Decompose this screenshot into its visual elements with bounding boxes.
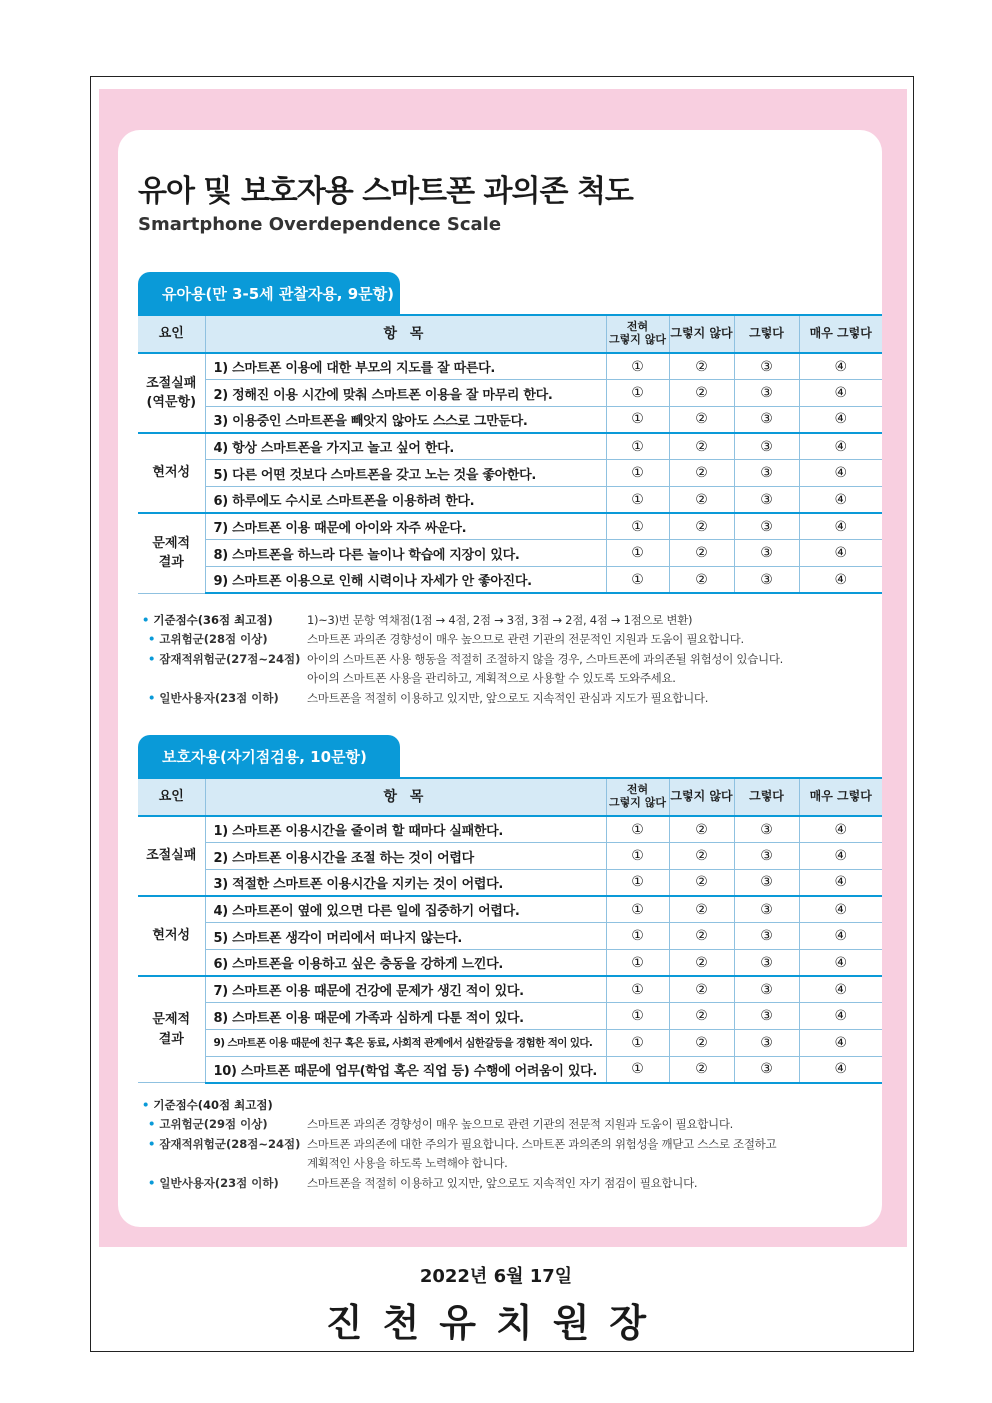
table-row <box>138 353 882 380</box>
bullet-icon: • <box>148 651 156 666</box>
option-3-cell[interactable]: ③ <box>734 460 799 487</box>
table-row <box>138 949 882 976</box>
header-item: 항 목 <box>205 778 606 816</box>
table-row <box>138 486 882 513</box>
header-option-2: 그렇지 않다 <box>669 315 734 353</box>
note-label-text: 잠재적위험군(27점~24점) <box>159 651 301 666</box>
option-1-cell[interactable]: ① <box>606 513 669 540</box>
option-1-cell[interactable]: ① <box>606 869 669 896</box>
option-2-cell[interactable]: ② <box>669 923 734 950</box>
note-text: 계획적인 사용을 하도록 노력해야 합니다. <box>307 1156 508 1171</box>
table-row <box>138 1030 882 1057</box>
child-scale-table <box>138 314 882 594</box>
option-1-cell[interactable]: ① <box>606 1003 669 1030</box>
header-item: 항 목 <box>205 315 606 353</box>
table-row <box>138 460 882 487</box>
option-2-cell[interactable]: ② <box>669 486 734 513</box>
factor-cell: 현저성 <box>138 433 205 513</box>
option-1-cell[interactable]: ① <box>606 406 669 433</box>
scale-card <box>118 130 882 1227</box>
factor-cell: 조절실패 (역문항) <box>138 353 205 433</box>
header-option-2: 그렇지 않다 <box>669 778 734 816</box>
note-label <box>142 612 307 628</box>
section-tab-child: 유아용(만 3-5세 관찰자용, 9문항) <box>138 272 400 314</box>
option-3-cell[interactable]: ③ <box>734 540 799 567</box>
table-row <box>138 380 882 407</box>
option-2-cell[interactable]: ② <box>669 380 734 407</box>
item-cell: 7) 스마트폰 이용 때문에 아이와 자주 싸운다. <box>205 513 606 540</box>
item-cell: 6) 스마트폰을 이용하고 싶은 충동을 강하게 느낀다. <box>205 949 606 976</box>
bullet-icon: • <box>148 1175 156 1190</box>
option-3-cell[interactable]: ③ <box>734 976 799 1003</box>
option-2-cell[interactable]: ② <box>669 869 734 896</box>
factor-cell: 현저성 <box>138 896 205 976</box>
note-label-text: 일반사용자(23점 이하) <box>159 1175 279 1190</box>
section-tab-guardian: 보호자용(자기점검용, 10문항) <box>138 735 400 777</box>
option-4-cell[interactable]: ④ <box>799 486 882 513</box>
option-1-cell[interactable]: ① <box>606 896 669 923</box>
table-row <box>138 567 882 594</box>
option-1-cell[interactable]: ① <box>606 486 669 513</box>
guardian-scale-table <box>138 777 882 1084</box>
header-factor: 요인 <box>138 315 205 353</box>
item-cell: 5) 다른 어떤 것보다 스마트폰을 갖고 노는 것을 좋아한다. <box>205 460 606 487</box>
option-1-cell[interactable]: ① <box>606 923 669 950</box>
note-label <box>142 1136 307 1152</box>
bullet-icon: • <box>148 632 156 647</box>
note-row <box>142 1134 776 1154</box>
item-cell: 1) 스마트폰 이용시간을 줄이려 할 때마다 실패한다. <box>205 816 606 843</box>
option-3-cell[interactable]: ③ <box>734 380 799 407</box>
factor-cell: 문제적 결과 <box>138 976 205 1083</box>
table-header-row <box>138 315 882 353</box>
option-3-cell[interactable]: ③ <box>734 1030 799 1057</box>
note-row <box>142 688 783 708</box>
note-label <box>142 690 307 706</box>
table-row <box>138 923 882 950</box>
note-row <box>142 1173 776 1193</box>
option-4-cell[interactable]: ④ <box>799 1003 882 1030</box>
note-row <box>142 610 783 630</box>
option-4-cell[interactable]: ④ <box>799 513 882 540</box>
item-cell: 8) 스마트폰을 하느라 다른 놀이나 학습에 지장이 있다. <box>205 540 606 567</box>
option-1-cell[interactable]: ① <box>606 949 669 976</box>
note-label <box>142 631 307 647</box>
option-2-cell[interactable]: ② <box>669 1030 734 1057</box>
document-date: 2022년 6월 17일 <box>419 1266 573 1287</box>
option-4-cell[interactable]: ④ <box>799 843 882 870</box>
table-row <box>138 843 882 870</box>
note-text: 스마트폰을 적절히 이용하고 있지만, 앞으로도 지속적인 관심과 지도가 필요합니다. <box>307 690 709 705</box>
note-text: 아이의 스마트폰 사용을 관리하고, 계획적으로 사용할 수 있도록 도와주세요. <box>307 671 676 686</box>
option-3-cell[interactable]: ③ <box>734 896 799 923</box>
item-cell: 9) 스마트폰 이용 때문에 친구 혹은 동료, 사회적 관계에서 심한갈등을 경험한 적이 있다. <box>205 1030 606 1057</box>
note-label-text: 일반사용자(23점 이하) <box>159 690 279 705</box>
item-cell: 1) 스마트폰 이용에 대한 부모의 지도를 잘 따른다. <box>205 353 606 380</box>
header-option-1: 전혀 그렇지 않다 <box>606 315 669 353</box>
option-2-cell[interactable]: ② <box>669 843 734 870</box>
page-title: 유아 및 보호자용 스마트폰 과의존 척도 <box>138 174 633 209</box>
header-option-3: 그렇다 <box>734 315 799 353</box>
option-4-cell[interactable]: ④ <box>799 353 882 380</box>
item-cell: 4) 스마트폰이 옆에 있으면 다른 일에 집중하기 어렵다. <box>205 896 606 923</box>
option-2-cell[interactable]: ② <box>669 513 734 540</box>
bullet-icon: • <box>142 1097 150 1112</box>
note-row <box>142 630 783 650</box>
option-4-cell[interactable]: ④ <box>799 406 882 433</box>
option-2-cell[interactable]: ② <box>669 976 734 1003</box>
option-4-cell[interactable]: ④ <box>799 869 882 896</box>
option-2-cell[interactable]: ② <box>669 949 734 976</box>
note-text: 스마트폰 과의존 경향성이 매우 높으므로 관련 기관의 전문적인 지원과 도움이 필요합니다. <box>307 632 744 647</box>
table-header-row <box>138 778 882 816</box>
note-text: 스마트폰을 적절히 이용하고 있지만, 앞으로도 지속적인 자기 점검이 필요합니다. <box>307 1175 698 1190</box>
option-4-cell[interactable]: ④ <box>799 433 882 460</box>
option-4-cell[interactable]: ④ <box>799 460 882 487</box>
note-label-text: 잠재적위험군(28점~24점) <box>159 1136 301 1151</box>
option-1-cell[interactable]: ① <box>606 976 669 1003</box>
item-cell: 8) 스마트폰 이용 때문에 가족과 심하게 다툰 적이 있다. <box>205 1003 606 1030</box>
factor-cell: 문제적 결과 <box>138 513 205 593</box>
option-4-cell[interactable]: ④ <box>799 896 882 923</box>
factor-cell: 조절실패 <box>138 816 205 896</box>
bullet-icon: • <box>148 690 156 705</box>
note-label-text: 고위험군(28점 이상) <box>159 632 268 647</box>
note-label <box>142 1116 307 1132</box>
bullet-icon: • <box>148 1117 156 1132</box>
option-4-cell[interactable]: ④ <box>799 976 882 1003</box>
option-2-cell[interactable]: ② <box>669 567 734 594</box>
option-4-cell[interactable]: ④ <box>799 949 882 976</box>
option-1-cell[interactable]: ① <box>606 1056 669 1083</box>
item-cell: 2) 정해진 이용 시간에 맞춰 스마트폰 이용을 잘 마무리 한다. <box>205 380 606 407</box>
option-3-cell[interactable]: ③ <box>734 353 799 380</box>
option-4-cell[interactable]: ④ <box>799 923 882 950</box>
option-1-cell[interactable]: ① <box>606 433 669 460</box>
option-3-cell[interactable]: ③ <box>734 816 799 843</box>
item-cell: 10) 스마트폰 때문에 업무(학업 혹은 직업 등) 수행에 어려움이 있다. <box>205 1056 606 1083</box>
option-4-cell[interactable]: ④ <box>799 1056 882 1083</box>
option-1-cell[interactable]: ① <box>606 540 669 567</box>
option-3-cell[interactable]: ③ <box>734 843 799 870</box>
option-4-cell[interactable]: ④ <box>799 567 882 594</box>
header-factor: 요인 <box>138 778 205 816</box>
note-text: 1)~3)번 문항 역채점(1점 → 4점, 2점 → 3점, 3점 → 2점, 4점 → 1점으로 변환) <box>307 612 693 627</box>
table-row <box>138 513 882 540</box>
header-option-4: 매우 그렇다 <box>799 778 882 816</box>
table-row <box>138 896 882 923</box>
option-1-cell[interactable]: ① <box>606 380 669 407</box>
item-cell: 7) 스마트폰 이용 때문에 건강에 문제가 생긴 적이 있다. <box>205 976 606 1003</box>
note-label <box>142 651 307 667</box>
child-scale-notes <box>142 610 783 708</box>
option-2-cell[interactable]: ② <box>669 540 734 567</box>
note-row <box>142 1115 776 1135</box>
option-3-cell[interactable]: ③ <box>734 923 799 950</box>
option-3-cell[interactable]: ③ <box>734 513 799 540</box>
option-4-cell[interactable]: ④ <box>799 380 882 407</box>
item-cell: 3) 적절한 스마트폰 이용시간을 지키는 것이 어렵다. <box>205 869 606 896</box>
option-2-cell[interactable]: ② <box>669 406 734 433</box>
item-cell: 5) 스마트폰 생각이 머리에서 떠나지 않는다. <box>205 923 606 950</box>
note-label-text: 기준점수(40점 최고점) <box>153 1097 273 1112</box>
note-row <box>142 669 783 689</box>
option-2-cell[interactable]: ② <box>669 896 734 923</box>
note-label <box>142 1097 307 1113</box>
option-2-cell[interactable]: ② <box>669 1056 734 1083</box>
option-3-cell[interactable]: ③ <box>734 1003 799 1030</box>
table-row <box>138 406 882 433</box>
note-label <box>142 1175 307 1191</box>
option-3-cell[interactable]: ③ <box>734 433 799 460</box>
option-1-cell[interactable]: ① <box>606 353 669 380</box>
option-4-cell[interactable]: ④ <box>799 1030 882 1057</box>
note-label-text: 고위험군(29점 이상) <box>159 1117 268 1132</box>
note-label-text: 기준점수(36점 최고점) <box>153 612 273 627</box>
table-row <box>138 540 882 567</box>
table-row <box>138 816 882 843</box>
item-cell: 2) 스마트폰 이용시간을 조절 하는 것이 어렵다 <box>205 843 606 870</box>
note-text: 스마트폰 과의존에 대한 주의가 필요합니다. 스마트폰 과의존의 위험성을 깨닫고 스스로 조절하고 <box>307 1136 777 1151</box>
table-row <box>138 869 882 896</box>
option-2-cell[interactable]: ② <box>669 1003 734 1030</box>
option-1-cell[interactable]: ① <box>606 460 669 487</box>
header-option-3: 그렇다 <box>734 778 799 816</box>
option-2-cell[interactable]: ② <box>669 816 734 843</box>
option-3-cell[interactable]: ③ <box>734 486 799 513</box>
table-row <box>138 976 882 1003</box>
item-cell: 6) 하루에도 수시로 스마트폰을 이용하려 한다. <box>205 486 606 513</box>
guardian-scale-notes <box>142 1095 776 1193</box>
bullet-icon: • <box>142 612 150 627</box>
header-option-4: 매우 그렇다 <box>799 315 882 353</box>
option-2-cell[interactable]: ② <box>669 460 734 487</box>
option-3-cell[interactable]: ③ <box>734 567 799 594</box>
option-3-cell[interactable]: ③ <box>734 1056 799 1083</box>
option-1-cell[interactable]: ① <box>606 1030 669 1057</box>
note-row <box>142 1095 776 1115</box>
option-2-cell[interactable]: ② <box>669 353 734 380</box>
option-3-cell[interactable]: ③ <box>734 406 799 433</box>
note-text: 아이의 스마트폰 사용 행동을 적절히 조절하지 않을 경우, 스마트폰에 과의존될 위험성이 있습니다. <box>307 651 783 666</box>
header-option-1: 전혀 그렇지 않다 <box>606 778 669 816</box>
table-row <box>138 433 882 460</box>
note-row <box>142 1154 776 1174</box>
table-row <box>138 1056 882 1083</box>
option-1-cell[interactable]: ① <box>606 816 669 843</box>
option-1-cell[interactable]: ① <box>606 567 669 594</box>
signature: 진천유치원장 <box>325 1300 667 1345</box>
page-subtitle: Smartphone Overdependence Scale <box>138 214 502 235</box>
option-2-cell[interactable]: ② <box>669 433 734 460</box>
table-row <box>138 1003 882 1030</box>
bullet-icon: • <box>148 1136 156 1151</box>
option-4-cell[interactable]: ④ <box>799 816 882 843</box>
note-text: 스마트폰 과의존 경향성이 매우 높으므로 관련 기관의 전문적 지원과 도움이 필요합니다. <box>307 1117 734 1132</box>
item-cell: 9) 스마트폰 이용으로 인해 시력이나 자세가 안 좋아진다. <box>205 567 606 594</box>
option-4-cell[interactable]: ④ <box>799 540 882 567</box>
note-row <box>142 649 783 669</box>
item-cell: 4) 항상 스마트폰을 가지고 놀고 싶어 한다. <box>205 433 606 460</box>
option-3-cell[interactable]: ③ <box>734 869 799 896</box>
item-cell: 3) 이용중인 스마트폰을 빼앗지 않아도 스스로 그만둔다. <box>205 406 606 433</box>
option-3-cell[interactable]: ③ <box>734 949 799 976</box>
option-1-cell[interactable]: ① <box>606 843 669 870</box>
